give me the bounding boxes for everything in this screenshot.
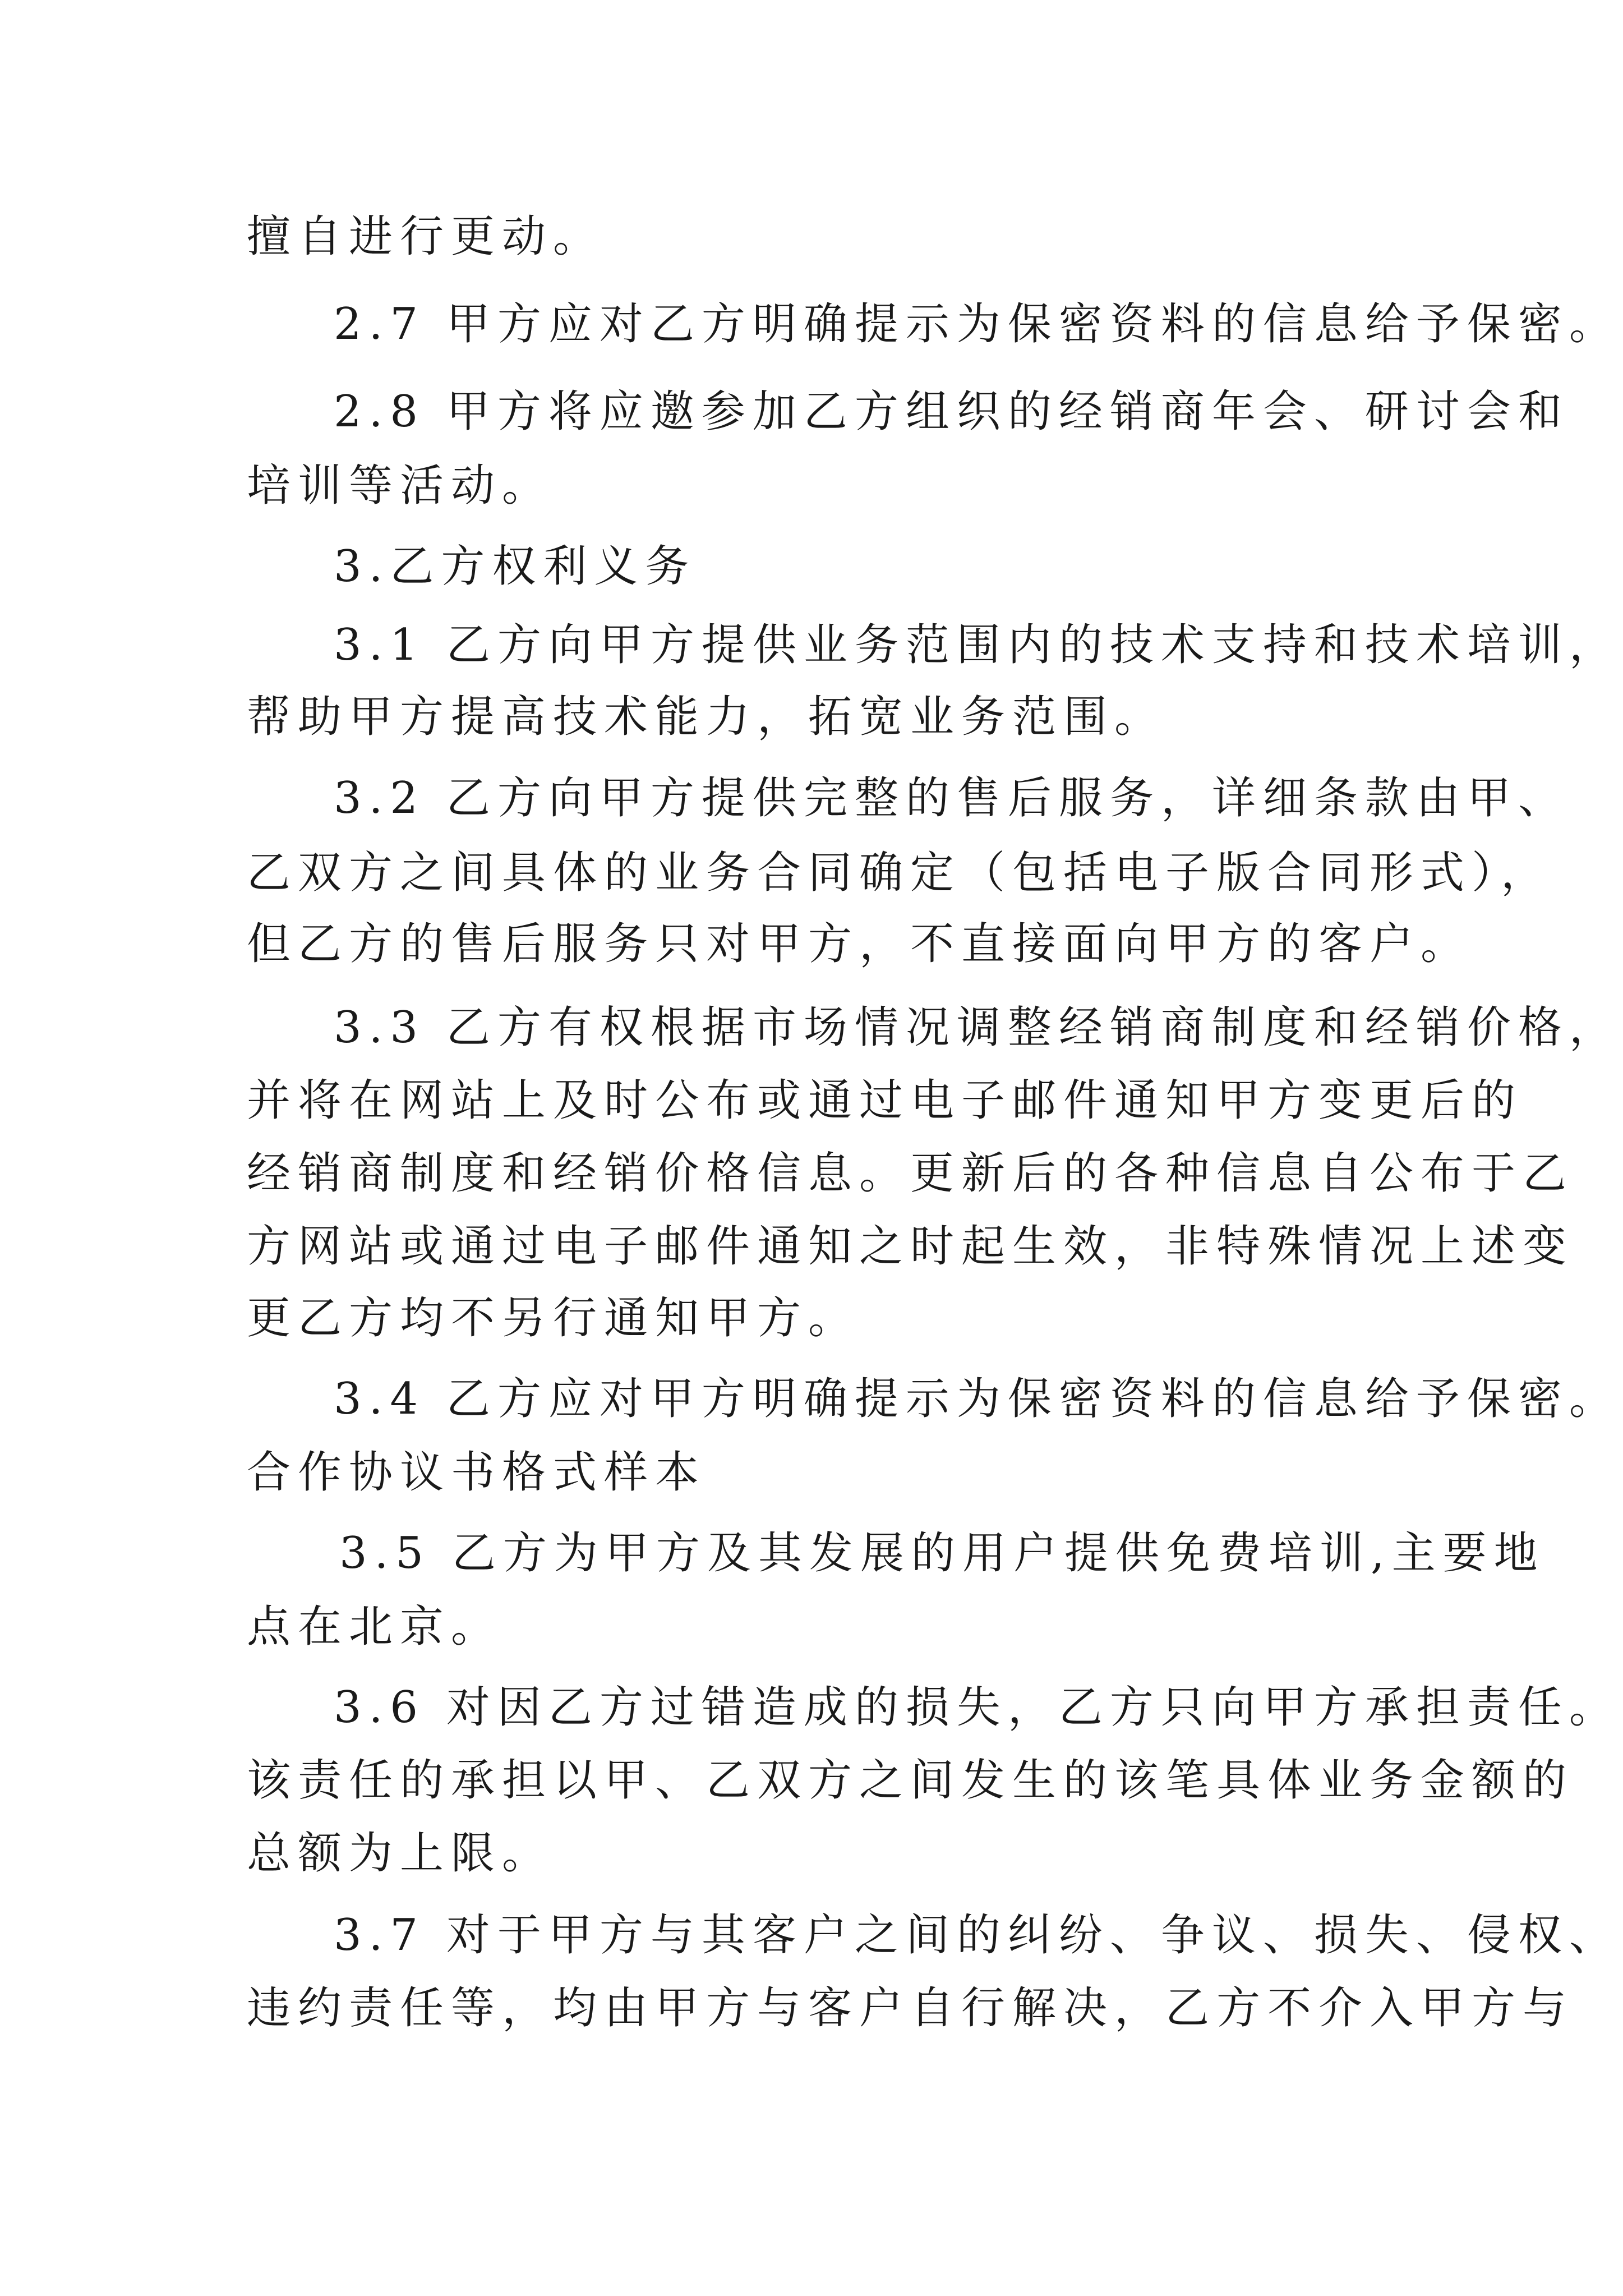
text-line: 2.8 甲方将应邀参加乙方组织的经销商年会、研讨会和 [334, 386, 1569, 437]
text-line: 3.6 对因乙方过错造成的损失，乙方只向甲方承担责任。 [334, 1682, 1620, 1733]
text-line: 3.2 乙方向甲方提供完整的售后服务，详细条款由甲、 [334, 773, 1569, 823]
text-line: 方网站或通过电子邮件通知之时起生效，非特殊情况上述变 [247, 1221, 1574, 1272]
text-line: 3.3 乙方有权根据市场情况调整经销商制度和经销价格， [334, 1002, 1620, 1053]
text-line: 点在北京。 [247, 1602, 502, 1652]
text-line: 培训等活动。 [247, 461, 554, 511]
text-line: 该责任的承担以甲、乙双方之间发生的该笔具体业务金额的 [247, 1755, 1574, 1806]
text-line: 总额为上限。 [247, 1828, 554, 1879]
text-line: 擅自进行更动。 [247, 211, 605, 262]
text-line: 帮助甲方提高技术能力，拓宽业务范围。 [247, 692, 1166, 742]
text-line: 并将在网站上及时公布或通过电子邮件通知甲方变更后的 [247, 1075, 1523, 1126]
text-line: 更乙方均不另行通知甲方。 [247, 1293, 860, 1343]
section-heading: 3.乙方权利义务 [334, 541, 697, 592]
text-line: 但乙方的售后服务只对甲方，不直接面向甲方的客户。 [247, 919, 1472, 969]
text-line: 违约责任等，均由甲方与客户自行解决，乙方不介入甲方与 [247, 1983, 1574, 2033]
text-line: 3.4 乙方应对甲方明确提示为保密资料的信息给予保密。 [334, 1374, 1620, 1424]
text-line: 3.5 乙方为甲方及其发展的用户提供免费培训,主要地 [339, 1528, 1545, 1579]
text-line: 3.1 乙方向甲方提供业务范围内的技术支持和技术培训， [334, 620, 1620, 670]
text-line: 3.7 对于甲方与其客户之间的纠纷、争议、损失、侵权、 [334, 1910, 1620, 1961]
text-line: 经销商制度和经销价格信息。更新后的各种信息自公布于乙 [247, 1148, 1574, 1199]
text-line: 乙双方之间具体的业务合同确定（包括电子版合同形式）， [247, 848, 1552, 898]
text-line: 2.7 甲方应对乙方明确提示为保密资料的信息给予保密。 [334, 299, 1620, 349]
text-line: 合作协议书格式样本 [247, 1447, 707, 1498]
